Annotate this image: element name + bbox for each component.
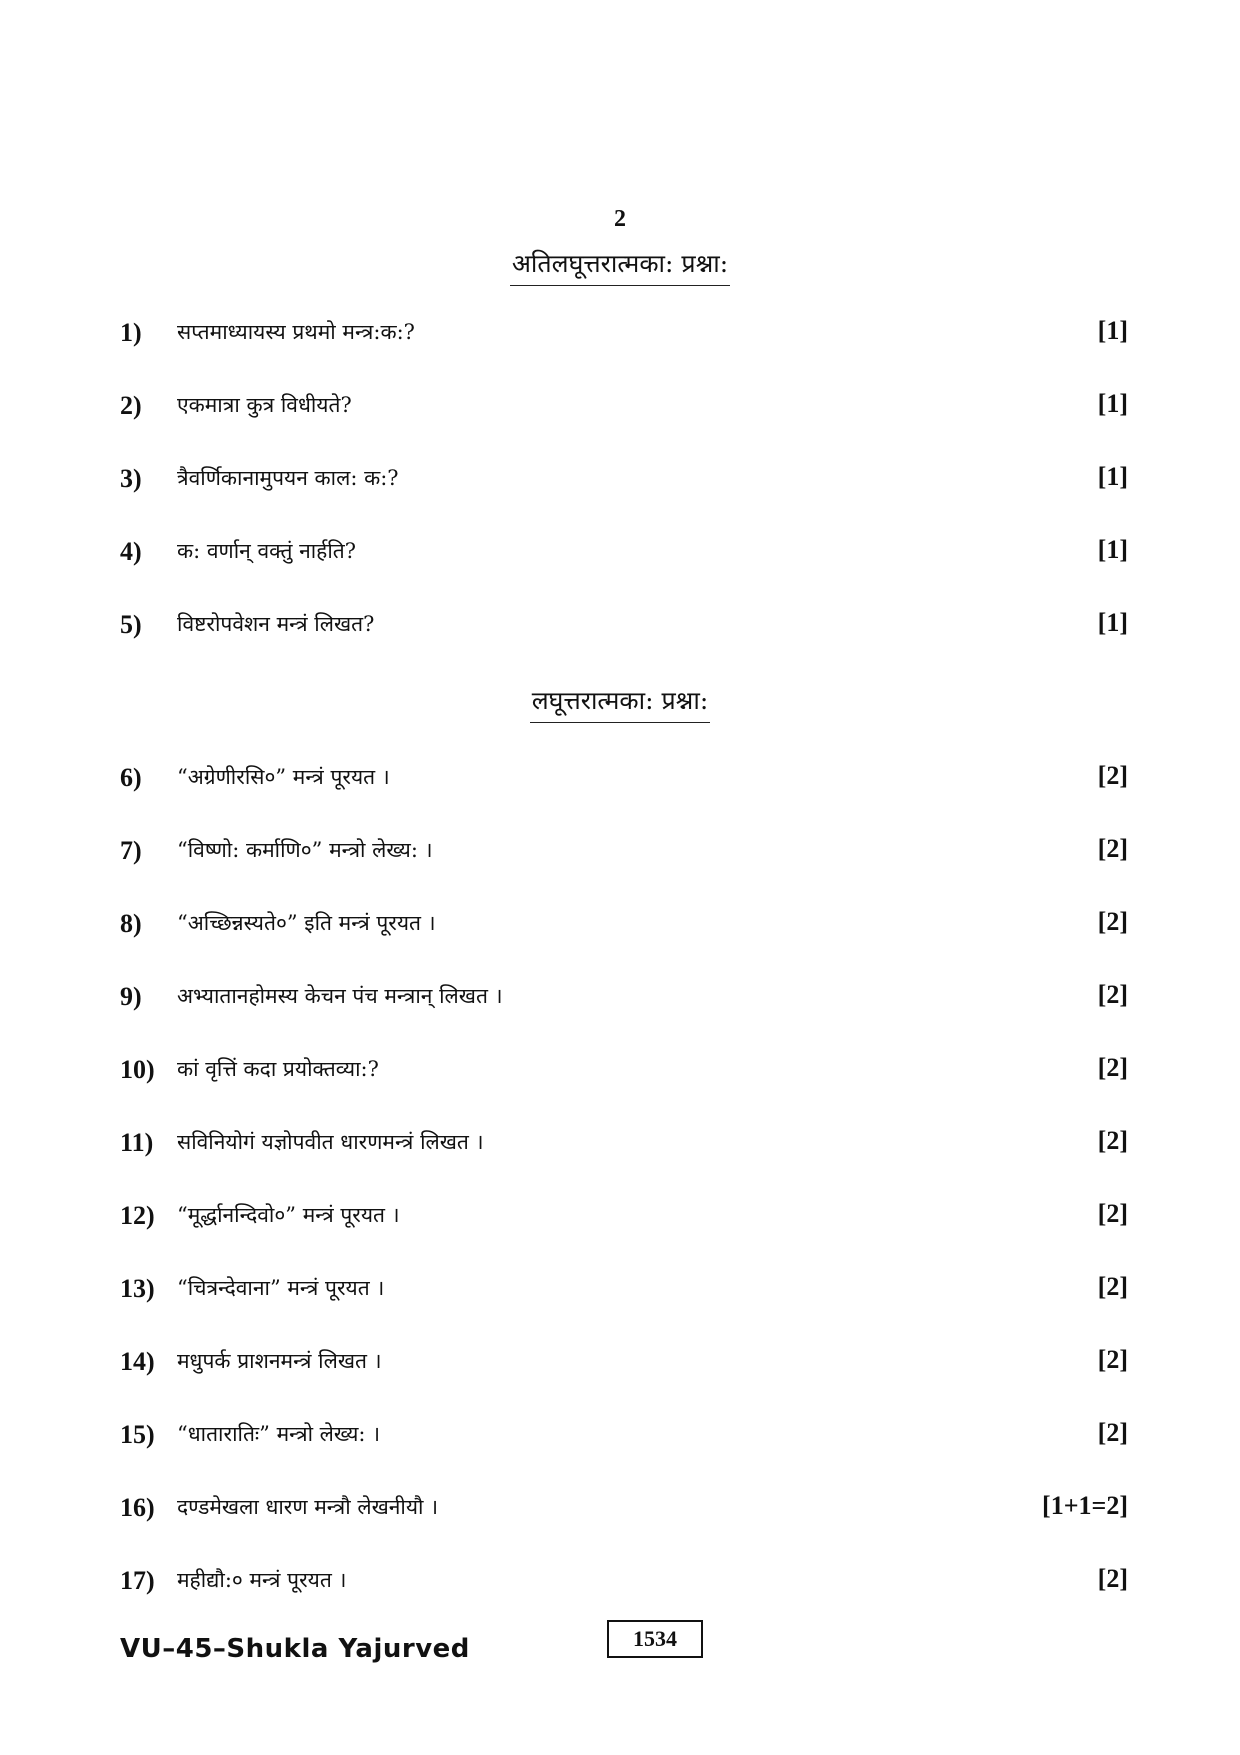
question-marks: [2] <box>1097 1345 1128 1374</box>
question-marks: [2] <box>1097 761 1128 790</box>
question-marks: [2] <box>1097 1272 1128 1301</box>
question-marks: [2] <box>1097 1418 1128 1447</box>
question-marks: [2] <box>1097 1053 1128 1082</box>
question-marks: [1] <box>1097 389 1128 418</box>
question-row <box>0 314 1240 354</box>
question-marks: [1+1=2] <box>1042 1491 1128 1520</box>
section-heading-text: लघूत्तरात्मका: प्रश्ना: <box>530 685 711 723</box>
question-marks: [1] <box>1097 608 1128 637</box>
question-number: 11) <box>120 1128 154 1157</box>
question-text: एकमात्रा कुत्र विधीयते? <box>177 393 352 417</box>
question-number: 4) <box>120 537 142 566</box>
question-text: “चित्रन्देवाना” मन्त्रं पूरयत । <box>177 1276 385 1300</box>
question-text: त्रैवर्णिकानामुपयन काल: क:? <box>177 466 399 490</box>
question-marks: [2] <box>1097 834 1128 863</box>
question-text: अभ्यातानहोमस्य केचन पंच मन्त्रान् लिखत । <box>177 984 503 1008</box>
question-marks: [2] <box>1097 1126 1128 1155</box>
question-text: “विष्णो: कर्माणि०” मन्त्रो लेख्य: । <box>177 838 433 862</box>
question-row <box>0 759 1240 799</box>
section-heading-very-short <box>0 248 1240 286</box>
question-text: क: वर्णान् वक्तुं नार्हति? <box>177 539 356 563</box>
question-text: “अग्रेणीरसि०” मन्त्रं पूरयत । <box>177 765 390 789</box>
question-number: 6) <box>120 763 142 792</box>
question-text: कां वृत्तिं कदा प्रयोक्तव्या:? <box>177 1057 379 1081</box>
question-row <box>0 1197 1240 1237</box>
question-row <box>0 387 1240 427</box>
question-text: सप्तमाध्यायस्य प्रथमो मन्त्र:क:? <box>177 320 415 344</box>
question-number: 8) <box>120 909 142 938</box>
question-text: दण्डमेखला धारण मन्त्रौ लेखनीयौ । <box>177 1495 439 1519</box>
question-marks: [1] <box>1097 462 1128 491</box>
question-marks: [2] <box>1097 1199 1128 1228</box>
question-marks: [2] <box>1097 980 1128 1009</box>
question-marks: [2] <box>1097 1564 1128 1593</box>
question-number: 17) <box>120 1566 155 1595</box>
section-heading-short <box>0 685 1240 723</box>
question-row <box>0 1489 1240 1529</box>
question-number: 3) <box>120 464 142 493</box>
question-row <box>0 533 1240 573</box>
question-row <box>0 1416 1240 1456</box>
question-row <box>0 1562 1240 1602</box>
question-number: 13) <box>120 1274 155 1303</box>
question-row <box>0 1051 1240 1091</box>
question-row <box>0 978 1240 1018</box>
page-code-box: 1534 <box>607 1620 703 1658</box>
question-text: विष्टरोपवेशन मन्त्रं लिखत? <box>177 612 375 636</box>
question-number: 12) <box>120 1201 155 1230</box>
question-row <box>0 460 1240 500</box>
section-heading-text: अतिलघूत्तरात्मका: प्रश्ना: <box>510 248 730 286</box>
question-text: “अच्छिन्नस्यते०” इति मन्त्रं पूरयत । <box>177 911 436 935</box>
question-number: 14) <box>120 1347 155 1376</box>
question-text: “मूर्द्धानन्दिवो०” मन्त्रं पूरयत । <box>177 1203 400 1227</box>
question-text: महीद्यौ:० मन्त्रं पूरयत । <box>177 1568 347 1592</box>
paper-code: VU–45–Shukla Yajurved <box>120 1634 470 1664</box>
question-number: 5) <box>120 610 142 639</box>
question-number: 10) <box>120 1055 155 1084</box>
question-number: 7) <box>120 836 142 865</box>
question-number: 2) <box>120 391 142 420</box>
question-row <box>0 1270 1240 1310</box>
question-number: 9) <box>120 982 142 1011</box>
question-row <box>0 905 1240 945</box>
question-text: सविनियोगं यज्ञोपवीत धारणमन्त्रं लिखत । <box>177 1130 484 1154</box>
question-number: 15) <box>120 1420 155 1449</box>
question-marks: [1] <box>1097 535 1128 564</box>
question-text: मधुपर्क प्राशनमन्त्रं लिखत । <box>177 1349 382 1373</box>
question-row <box>0 606 1240 646</box>
question-row <box>0 832 1240 872</box>
question-row <box>0 1124 1240 1164</box>
question-row <box>0 1343 1240 1383</box>
question-marks: [2] <box>1097 907 1128 936</box>
question-number: 16) <box>120 1493 155 1522</box>
question-number: 1) <box>120 318 142 347</box>
question-marks: [1] <box>1097 316 1128 345</box>
question-text: “धातारातिः” मन्त्रो लेख्य: । <box>177 1422 381 1446</box>
page-number: 2 <box>614 206 626 232</box>
